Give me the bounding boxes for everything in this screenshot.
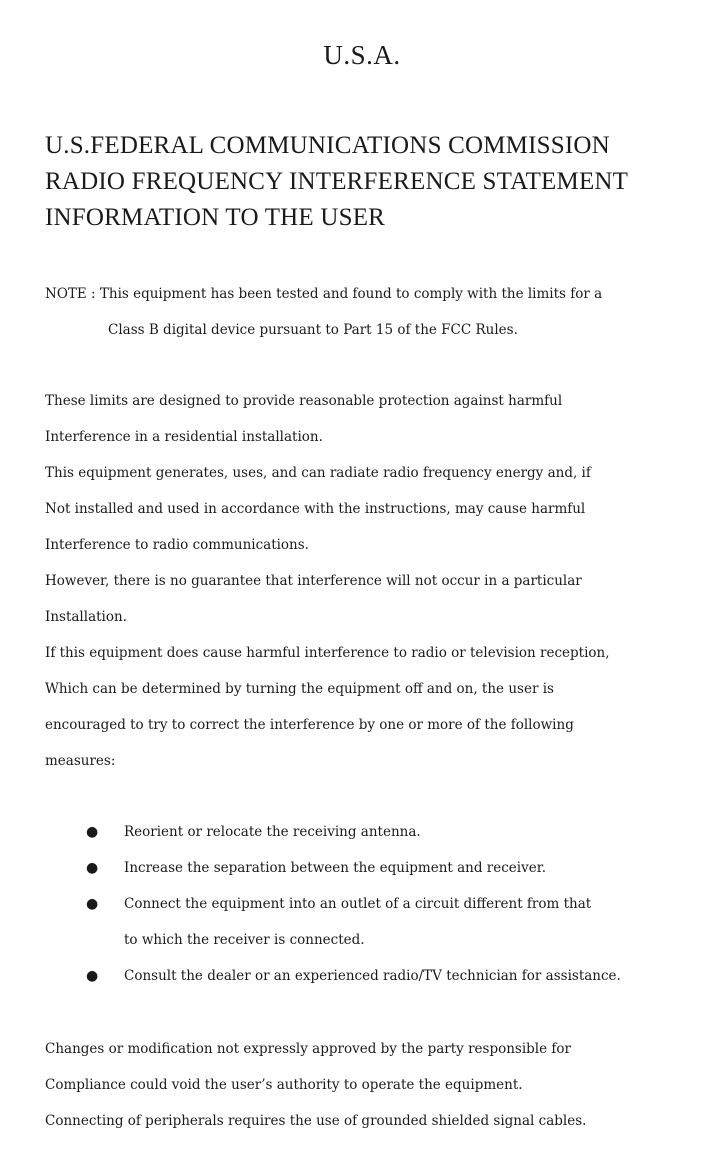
body-line: Interference to radio communications. <box>45 537 309 553</box>
statement-heading <box>45 128 705 236</box>
footer-line: Connecting of peripherals requires the use of grounded shielded signal cables. <box>45 1113 587 1129</box>
body-line: This equipment generates, uses, and can radiate radio frequency energy and, if <box>45 465 591 481</box>
note-line: NOTE : This equipment has been tested and found to comply with the limits for a <box>45 286 603 302</box>
bullet-item: Increase the separation between the equipment and receiver. <box>124 860 546 876</box>
body-line: Which can be determined by turning the equipment off and on, the user is <box>45 681 554 697</box>
bullet-item-continuation: to which the receiver is connected. <box>124 932 365 948</box>
heading-line: RADIO FREQUENCY INTERFERENCE STATEMENT <box>45 168 629 195</box>
body-line: These limits are designed to provide reasonable protection against harmful <box>45 393 563 409</box>
body-line: measures: <box>45 753 116 769</box>
bullet-icon: ● <box>86 860 99 876</box>
note-line: Class B digital device pursuant to Part 15 of the FCC Rules. <box>108 322 518 338</box>
bullet-icon: ● <box>86 896 99 912</box>
page-title: U.S.A. <box>323 40 401 70</box>
bullet-icon: ● <box>86 824 99 840</box>
footer-line: Changes or modification not expressly approved by the party responsible for <box>45 1041 571 1057</box>
body-line: Not installed and used in accordance with the instructions, may cause harmful <box>45 501 586 517</box>
body-line: encouraged to try to correct the interference by one or more of the following <box>45 717 574 733</box>
bullet-item: Consult the dealer or an experienced radio/TV technician for assistance. <box>124 968 621 984</box>
body-line: Installation. <box>45 609 127 625</box>
heading-line: U.S.FEDERAL COMMUNICATIONS COMMISSION <box>45 132 610 159</box>
heading-line: INFORMATION TO THE USER <box>45 204 386 231</box>
bullet-item: Reorient or relocate the receiving antenna. <box>124 824 421 840</box>
body-line: If this equipment does cause harmful interference to radio or television reception, <box>45 645 610 661</box>
bullet-item: Connect the equipment into an outlet of a circuit different from that <box>124 896 592 912</box>
bullet-icon: ● <box>86 968 99 984</box>
body-line: Interference in a residential installation. <box>45 429 323 445</box>
body-line: However, there is no guarantee that interference will not occur in a particular <box>45 573 582 589</box>
footer-line: Compliance could void the user’s authority to operate the equipment. <box>45 1077 523 1093</box>
